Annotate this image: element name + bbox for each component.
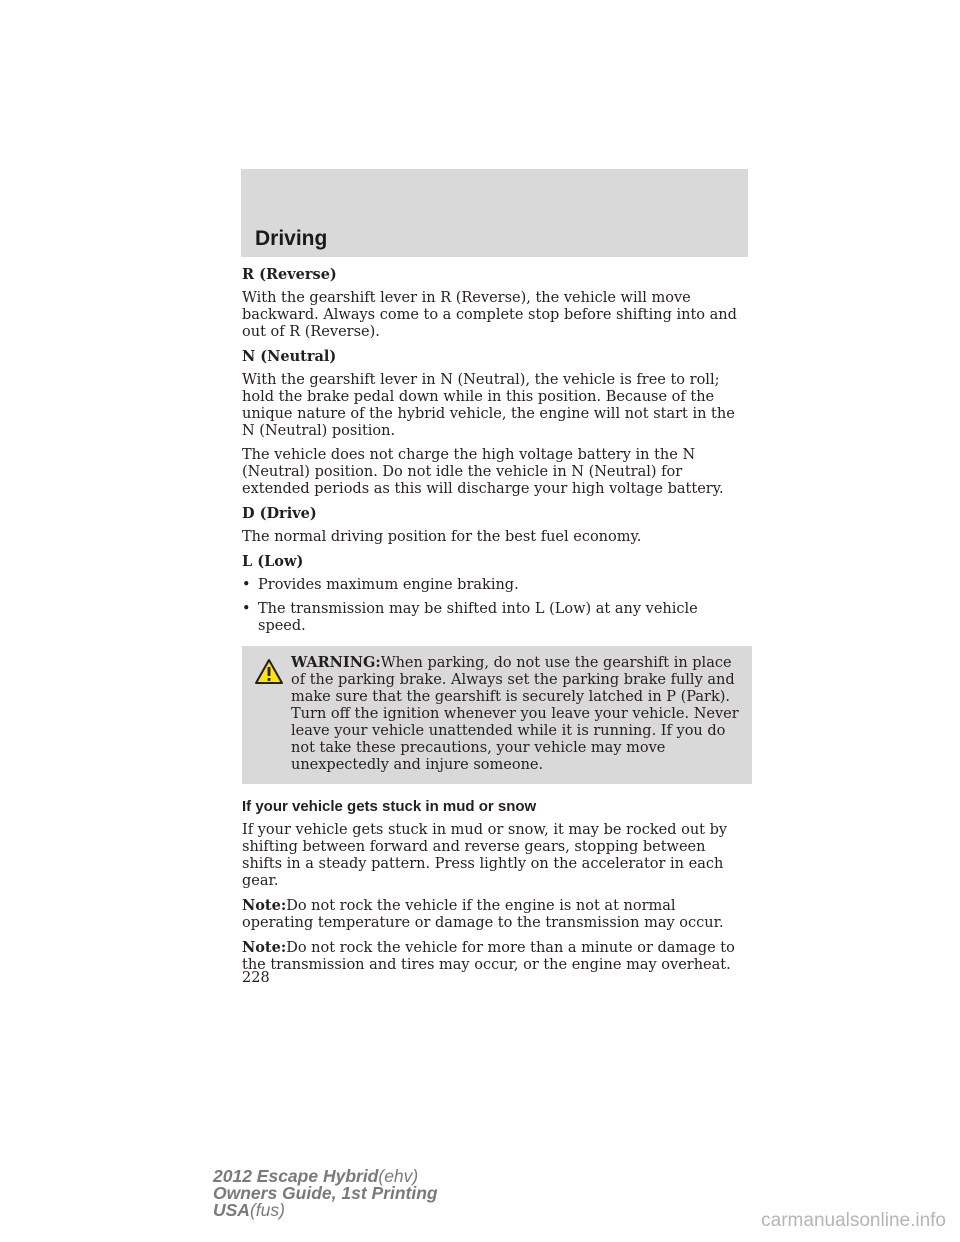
footer-region-code: (fus) <box>249 1200 285 1220</box>
bullet-icon: • <box>242 601 251 617</box>
note-label: Note: <box>242 897 287 914</box>
note-1 <box>242 897 750 932</box>
note-label: Note: <box>242 939 287 956</box>
warning-label: WARNING: <box>291 654 381 671</box>
warning-text-block <box>252 654 742 774</box>
paragraph-neutral-2: The vehicle does not charge the high voltage battery in the N (Neutral) position. Do not idle the vehicle in N (Neutral) for extended periods as this will discharge your high voltage battery. <box>242 447 724 497</box>
watermark: carmanualsonline.info <box>761 1210 946 1231</box>
bullet-text: The transmission may be shifted into L (Low) at any vehicle speed. <box>258 601 698 634</box>
note-2 <box>242 939 750 974</box>
note-text: Do not rock the vehicle if the engine is not at normal operating temperature or damage to the transmission may occur. <box>242 898 724 931</box>
bullet-icon: • <box>242 577 251 593</box>
footer-model: 2012 Escape Hybrid <box>213 1166 379 1186</box>
section-header-band <box>241 169 748 257</box>
heading-neutral: N (Neutral) <box>242 348 337 365</box>
footer-model-code: (ehv) <box>378 1166 419 1186</box>
heading-drive: D (Drive) <box>242 505 317 522</box>
warning-triangle-icon <box>254 658 284 685</box>
section-title: Driving <box>255 227 328 250</box>
footer-guide: Owners Guide, 1st Printing <box>213 1183 438 1203</box>
note-text: Do not rock the vehicle for more than a minute or damage to the transmission and tires may occur, or the engine may overheat. <box>242 940 735 973</box>
paragraph-neutral-1: With the gearshift lever in N (Neutral), the vehicle is free to roll; hold the brake pedal down while in this position. Because of the unique nature of the hybrid vehicle, the engine will not start in the N (Neutral) position. <box>242 372 735 439</box>
warning-box <box>242 646 752 784</box>
paragraph-reverse: With the gearshift lever in R (Reverse), the vehicle will move backward. Always come to a complete stop before shifting into and out of R (Reverse). <box>242 290 737 340</box>
list-item <box>242 601 750 635</box>
warning-text: When parking, do not use the gearshift in place of the parking brake. Always set the parking brake fully and make sure that the gearshift is securely latched in P (Park). Turn off the ignition whenever you leave your vehicle. Never leave your vehicle unattended while it is running. If you do not take these precautions, your vehicle may move unexpectedly and injure someone. <box>291 655 739 773</box>
paragraph-drive: The normal driving position for the best fuel economy. <box>242 529 642 545</box>
page-number: 228 <box>242 970 270 986</box>
bullet-text: Provides maximum engine braking. <box>258 577 519 593</box>
footer-edition <box>213 1168 438 1219</box>
heading-stuck: If your vehicle gets stuck in mud or snow <box>242 798 537 815</box>
heading-reverse: R (Reverse) <box>242 266 337 283</box>
list-item <box>242 577 750 594</box>
paragraph-stuck: If your vehicle gets stuck in mud or snow, it may be rocked out by shifting between forward and reverse gears, stopping between shifts in a steady pattern. Press lightly on the accelerator in each gear. <box>242 822 728 889</box>
footer-region: USA <box>213 1200 250 1220</box>
heading-low: L (Low) <box>242 553 304 570</box>
page-content <box>242 266 750 981</box>
